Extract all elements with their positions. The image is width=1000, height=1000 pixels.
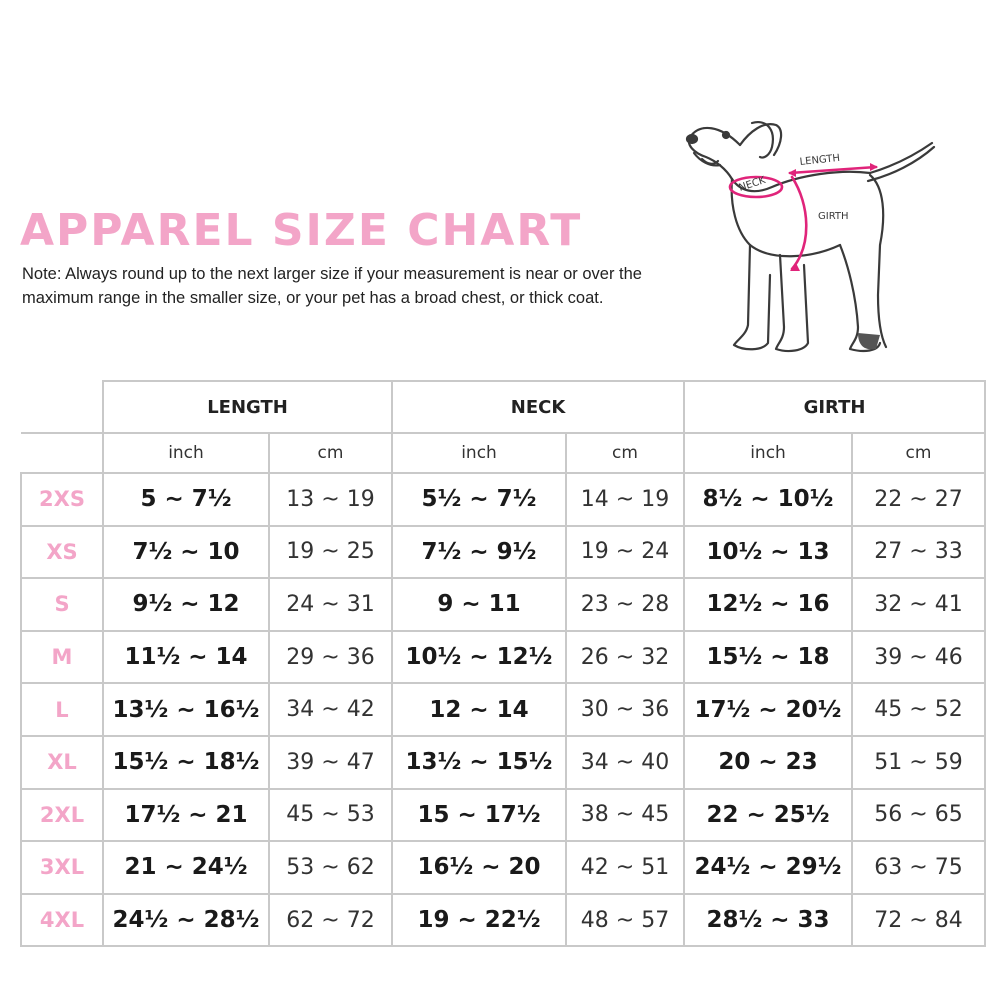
table-row <box>21 789 985 842</box>
cm-range-cell: 34 ~ 40 <box>566 736 684 789</box>
inch-range-cell: 7½ ~ 9½ <box>392 526 566 579</box>
group-header: LENGTH <box>103 381 392 433</box>
size-label: XL <box>21 736 103 789</box>
size-label: 4XL <box>21 894 103 947</box>
inch-range-cell: 10½ ~ 12½ <box>392 631 566 684</box>
dog-measurement-diagram <box>680 95 950 370</box>
inch-range-cell: 12½ ~ 16 <box>684 578 852 631</box>
corner-cell <box>21 433 103 473</box>
cm-range-cell: 13 ~ 19 <box>269 473 392 526</box>
size-label: 2XL <box>21 789 103 842</box>
table-row <box>21 578 985 631</box>
inch-range-cell: 12 ~ 14 <box>392 683 566 736</box>
inch-range-cell: 28½ ~ 33 <box>684 894 852 947</box>
inch-range-cell: 17½ ~ 20½ <box>684 683 852 736</box>
cm-range-cell: 38 ~ 45 <box>566 789 684 842</box>
cm-range-cell: 27 ~ 33 <box>852 526 985 579</box>
size-label: L <box>21 683 103 736</box>
table-row <box>21 841 985 894</box>
inch-range-cell: 9 ~ 11 <box>392 578 566 631</box>
unit-header: cm <box>566 433 684 473</box>
cm-range-cell: 45 ~ 53 <box>269 789 392 842</box>
unit-header: cm <box>269 433 392 473</box>
cm-range-cell: 56 ~ 65 <box>852 789 985 842</box>
group-header: GIRTH <box>684 381 985 433</box>
cm-range-cell: 72 ~ 84 <box>852 894 985 947</box>
inch-range-cell: 24½ ~ 28½ <box>103 894 269 947</box>
inch-range-cell: 24½ ~ 29½ <box>684 841 852 894</box>
cm-range-cell: 39 ~ 46 <box>852 631 985 684</box>
inch-range-cell: 5½ ~ 7½ <box>392 473 566 526</box>
cm-range-cell: 23 ~ 28 <box>566 578 684 631</box>
neck-label: NECK <box>737 174 767 194</box>
cm-range-cell: 19 ~ 25 <box>269 526 392 579</box>
inch-range-cell: 11½ ~ 14 <box>103 631 269 684</box>
size-label: 2XS <box>21 473 103 526</box>
group-header: NECK <box>392 381 684 433</box>
inch-range-cell: 15½ ~ 18 <box>684 631 852 684</box>
inch-range-cell: 19 ~ 22½ <box>392 894 566 947</box>
inch-range-cell: 22 ~ 25½ <box>684 789 852 842</box>
cm-range-cell: 34 ~ 42 <box>269 683 392 736</box>
cm-range-cell: 30 ~ 36 <box>566 683 684 736</box>
group-header-row <box>21 381 985 433</box>
cm-range-cell: 53 ~ 62 <box>269 841 392 894</box>
inch-range-cell: 13½ ~ 16½ <box>103 683 269 736</box>
inch-range-cell: 8½ ~ 10½ <box>684 473 852 526</box>
inch-range-cell: 13½ ~ 15½ <box>392 736 566 789</box>
inch-range-cell: 20 ~ 23 <box>684 736 852 789</box>
unit-header: cm <box>852 433 985 473</box>
size-label: XS <box>21 526 103 579</box>
table-row <box>21 736 985 789</box>
cm-range-cell: 62 ~ 72 <box>269 894 392 947</box>
cm-range-cell: 24 ~ 31 <box>269 578 392 631</box>
cm-range-cell: 42 ~ 51 <box>566 841 684 894</box>
table-row <box>21 526 985 579</box>
inch-range-cell: 16½ ~ 20 <box>392 841 566 894</box>
inch-range-cell: 9½ ~ 12 <box>103 578 269 631</box>
cm-range-cell: 19 ~ 24 <box>566 526 684 579</box>
inch-range-cell: 5 ~ 7½ <box>103 473 269 526</box>
table-row <box>21 473 985 526</box>
size-table <box>20 380 986 947</box>
cm-range-cell: 14 ~ 19 <box>566 473 684 526</box>
length-label: LENGTH <box>799 152 841 168</box>
cm-range-cell: 51 ~ 59 <box>852 736 985 789</box>
size-label: 3XL <box>21 841 103 894</box>
table-row <box>21 894 985 947</box>
inch-range-cell: 10½ ~ 13 <box>684 526 852 579</box>
inch-range-cell: 15 ~ 17½ <box>392 789 566 842</box>
cm-range-cell: 26 ~ 32 <box>566 631 684 684</box>
table-row <box>21 683 985 736</box>
unit-header: inch <box>684 433 852 473</box>
size-label: S <box>21 578 103 631</box>
corner-cell <box>21 381 103 433</box>
inch-range-cell: 15½ ~ 18½ <box>103 736 269 789</box>
cm-range-cell: 22 ~ 27 <box>852 473 985 526</box>
unit-header-row <box>21 433 985 473</box>
size-label: M <box>21 631 103 684</box>
cm-range-cell: 32 ~ 41 <box>852 578 985 631</box>
table-row <box>21 631 985 684</box>
unit-header: inch <box>392 433 566 473</box>
cm-range-cell: 45 ~ 52 <box>852 683 985 736</box>
cm-range-cell: 29 ~ 36 <box>269 631 392 684</box>
inch-range-cell: 21 ~ 24½ <box>103 841 269 894</box>
cm-range-cell: 48 ~ 57 <box>566 894 684 947</box>
girth-label: GIRTH <box>818 211 849 222</box>
sizing-note: Note: Always round up to the next larger size if your measurement is near or over the maximum range in the smaller size, or your pet has a broad chest, or thick coat. <box>22 265 642 307</box>
inch-range-cell: 7½ ~ 10 <box>103 526 269 579</box>
cm-range-cell: 39 ~ 47 <box>269 736 392 789</box>
page-title: APPAREL SIZE CHART <box>20 205 583 256</box>
inch-range-cell: 17½ ~ 21 <box>103 789 269 842</box>
unit-header: inch <box>103 433 269 473</box>
cm-range-cell: 63 ~ 75 <box>852 841 985 894</box>
